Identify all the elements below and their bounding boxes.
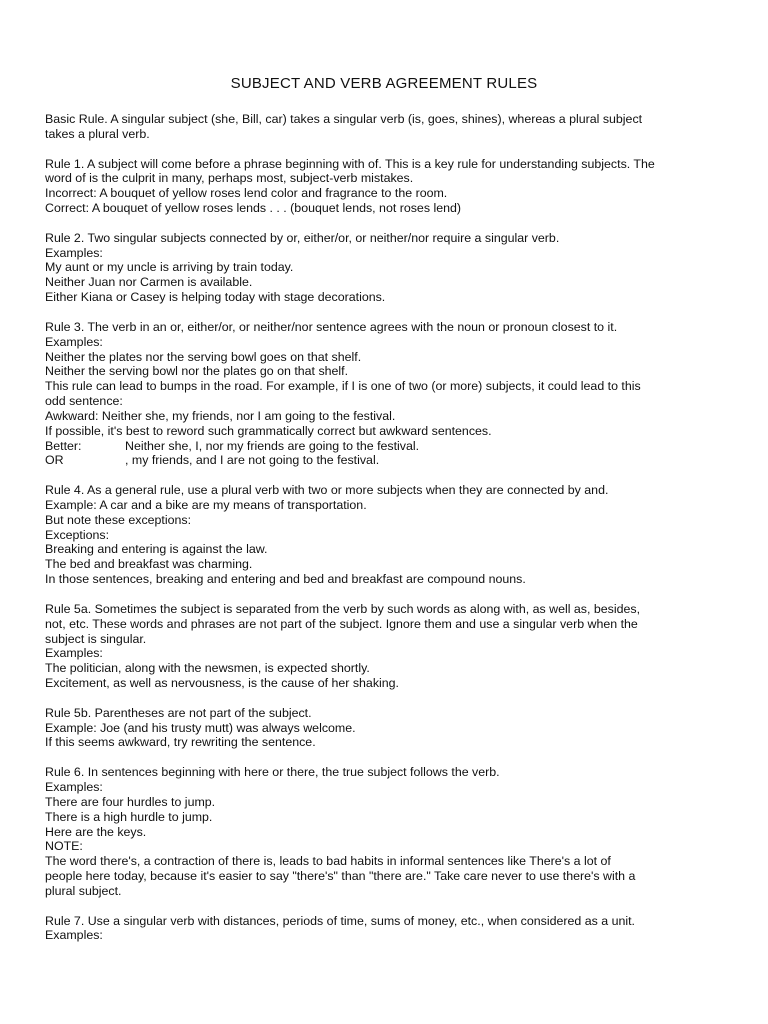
text-line: Rule 5b. Parentheses are not part of the subject. [45,705,312,720]
text-line: Here are the keys. [45,824,147,839]
text-line: There is a high hurdle to jump. [45,809,213,824]
text-line: If possible, it's best to reword such grammatically correct but awkward sentences. [45,423,492,438]
text-line: My aunt or my uncle is arriving by train today. [45,260,294,275]
text-line: Rule 1. A subject will come before a phrase beginning with of. This is a key rule for understanding subjects. The [45,156,655,171]
document-title: SUBJECT AND VERB AGREEMENT RULES [230,75,538,92]
text-line: The word there's, a contraction of there is, leads to bad habits in informal sentences like There's a lot of [45,854,611,869]
text-line: subject is singular. [45,631,147,646]
text-line: Example: Joe (and his trusty mutt) was always welcome. [45,720,356,735]
or-line [45,453,735,468]
text-line: Either Kiana or Casey is helping today with stage decorations. [45,290,386,305]
rule-1-paragraph [45,157,735,216]
text-line: Correct: A bouquet of yellow roses lends . . . (bouquet lends, not roses lend) [45,201,462,216]
text-line: Neither the serving bowl nor the plates go on that shelf. [45,364,349,379]
rule-5b-paragraph [45,706,735,751]
text-line: odd sentence: [45,394,123,409]
text-line: The bed and breakfast was charming. [45,557,253,572]
text-line: Rule 2. Two singular subjects connected by or, either/or, or neither/nor require a singular verb. [45,230,560,245]
rule-7-paragraph [45,914,735,944]
text-line: But note these exceptions: [45,512,192,527]
text-line: There are four hurdles to jump. [45,794,216,809]
text-line: Neither the plates nor the serving bowl goes on that shelf. [45,349,362,364]
text-line: Rule 6. In sentences beginning with here or there, the true subject follows the verb. [45,765,500,780]
text-line: Examples: [45,245,103,260]
text-line: Example: A car and a bike are my means of transportation. [45,497,367,512]
better-text: Neither she, I, nor my friends are going to the festival. [125,438,420,453]
text-line: Awkward: Neither she, my friends, nor I am going to the festival. [45,408,396,423]
better-line [45,439,735,454]
text-line: In those sentences, breaking and entering and bed and breakfast are compound nouns. [45,572,526,587]
text-line: Rule 3. The verb in an or, either/or, or neither/nor sentence agrees with the noun or pronoun closest to it. [45,319,618,334]
text-line: Basic Rule. A singular subject (she, Bill, car) takes a singular verb (is, goes, shines), whereas a plural subject [45,112,643,126]
text-line: Examples: [45,646,103,661]
or-text: , my friends, and I are not going to the festival. [125,453,380,468]
or-label: OR [45,453,64,468]
text-line: Rule 4. As a general rule, use a plural verb with two or more subjects when they are connected by and. [45,483,609,498]
text-line: plural subject. [45,883,122,898]
text-line: This rule can lead to bumps in the road. For example, if I is one of two (or more) subjects, it could lead to this [45,379,641,394]
rule-5a-paragraph [45,602,735,691]
text-line: Examples: [45,779,103,794]
text-line: Rule 7. Use a singular verb with distances, periods of time, sums of money, etc., when considered as a unit. [45,913,635,928]
text-line: Breaking and entering is against the law. [45,542,268,557]
rule-4-paragraph [45,483,735,587]
text-line: NOTE: [45,839,83,854]
text-line: The politician, along with the newsmen, is expected shortly. [45,661,370,676]
basic-rule-paragraph [45,112,735,142]
text-line: people here today, because it's easier to say "there's" than "there are." Take care never to use there's with a [45,869,636,884]
text-line: Excitement, as well as nervousness, is the cause of her shaking. [45,676,399,691]
text-line: not, etc. These words and phrases are not part of the subject. Ignore them and use a singular verb when the [45,616,638,631]
text-line: Examples: [45,928,103,943]
text-line: If this seems awkward, try rewriting the sentence. [45,735,316,750]
rule-2-paragraph [45,231,735,305]
rule-3-paragraph [45,320,735,468]
better-label: Better: [45,438,82,453]
text-line: word of is the culprit in many, perhaps most, subject-verb mistakes. [45,171,414,186]
document-body [45,112,735,958]
rule-6-paragraph [45,765,735,899]
text-line: Incorrect: A bouquet of yellow roses lend color and fragrance to the room. [45,186,448,201]
text-line: Exceptions: [45,527,110,542]
text-line: Rule 5a. Sometimes the subject is separated from the verb by such words as along with, as well as, besides, [45,601,641,616]
text-line: Neither Juan nor Carmen is available. [45,275,253,290]
text-line: takes a plural verb. [45,126,150,141]
text-line: Examples: [45,334,103,349]
